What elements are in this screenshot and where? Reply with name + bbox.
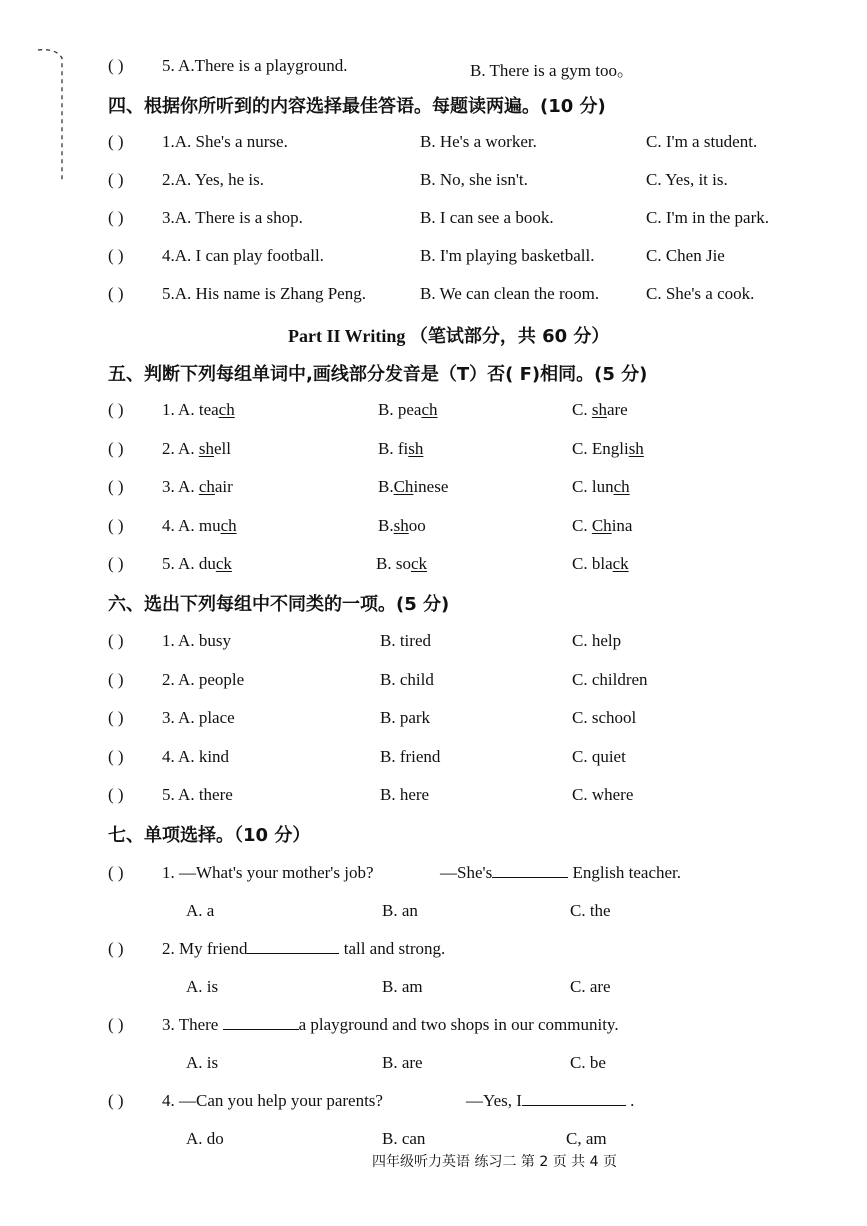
option-prefix: 2. A.	[162, 438, 199, 458]
question-4-mid: —Yes, I	[466, 1091, 522, 1110]
word-end: ell	[213, 438, 231, 458]
underlined-letters: sh	[628, 438, 644, 458]
option-prefix: 5. A.	[162, 554, 199, 573]
question-2-options	[0, 973, 867, 1003]
page-footer: 四年级听力英语 练习二 第 2 页 共 4 页	[372, 1154, 617, 1170]
word-end: oo	[408, 515, 426, 535]
question-2-stem: 2. My friend	[162, 939, 248, 958]
question-2-blank[interactable]	[247, 939, 339, 954]
question-2-text	[162, 939, 445, 959]
option-c	[572, 477, 630, 497]
option-a	[162, 439, 231, 459]
listening-item	[0, 204, 867, 234]
underlined-letters: sh	[198, 438, 214, 458]
listening-item-5	[0, 52, 867, 82]
word-start: lun	[591, 477, 614, 496]
option-c: C. I'm a student.	[646, 132, 758, 151]
option-b: B. No, she isn't.	[420, 170, 528, 189]
option-b: B. can	[382, 1129, 426, 1148]
word-start: Engli	[591, 438, 629, 458]
underlined-letters: Ch	[393, 477, 414, 496]
option-b: B. are	[382, 1053, 423, 1072]
classification-item	[0, 781, 867, 811]
option-b	[378, 516, 426, 536]
option-c: C. quiet	[572, 746, 626, 766]
option-a	[162, 400, 235, 420]
answer-bracket[interactable]: ( )	[108, 208, 124, 227]
option-a: 3. A. place	[162, 708, 235, 727]
option-c	[572, 554, 629, 574]
option-c	[572, 516, 632, 536]
answer-bracket[interactable]: ( )	[108, 477, 124, 496]
question-4	[0, 1087, 867, 1117]
phonics-item	[0, 512, 867, 542]
answer-bracket[interactable]: ( )	[108, 400, 124, 419]
section-6-title: 六、选出下列每组中不同类的一项。(5 分)	[108, 594, 450, 615]
underlined-letters: Ch	[591, 515, 612, 535]
option-c: C. Chen Jie	[646, 246, 725, 265]
answer-bracket[interactable]: ( )	[108, 1015, 124, 1034]
question-1-response	[440, 863, 681, 883]
phonics-item	[0, 550, 867, 580]
option-prefix: C.	[572, 477, 592, 496]
option-b	[378, 439, 423, 459]
option-a	[162, 554, 232, 574]
option-b: B. park	[380, 708, 431, 727]
part-2-heading	[288, 322, 609, 348]
option-c: C. children	[572, 669, 648, 689]
answer-bracket[interactable]: ( )	[108, 515, 124, 535]
question-4-stem: 4. —Can you help your parents?	[162, 1091, 383, 1110]
phonics-item	[0, 396, 867, 426]
phonics-item	[0, 473, 867, 503]
word-start: bla	[591, 554, 613, 573]
answer-bracket[interactable]: ( )	[108, 284, 124, 303]
option-b: B. He's a worker.	[420, 132, 537, 151]
option-b: B. I can see a book.	[420, 208, 554, 227]
answer-bracket[interactable]: ( )	[108, 669, 124, 689]
option-b: B. There is a gym too。	[470, 61, 634, 80]
option-prefix: 3. A.	[162, 477, 199, 496]
word-end: ina	[611, 515, 633, 535]
option-a: 4. A. kind	[162, 746, 230, 766]
answer-bracket[interactable]: ( )	[108, 132, 124, 151]
phonics-item	[0, 435, 867, 465]
option-a: 5. A.There is a playground.	[162, 56, 348, 75]
answer-bracket[interactable]: ( )	[108, 708, 124, 727]
option-c: C. where	[572, 785, 634, 804]
option-a: A. do	[186, 1129, 224, 1148]
part-2-english: Part II Writing	[288, 326, 406, 346]
option-b: B. tired	[380, 631, 431, 650]
option-a: A. is	[186, 1053, 219, 1072]
option-a: 5. A. there	[162, 785, 233, 804]
option-prefix: B.	[378, 477, 394, 496]
option-prefix: C.	[572, 400, 592, 419]
option-prefix: B.	[378, 438, 398, 458]
option-c: C. are	[570, 977, 611, 996]
option-b: B. am	[382, 977, 423, 996]
underlined-letters: sh	[393, 515, 409, 535]
option-c: C. I'm in the park.	[646, 208, 769, 227]
underlined-letters: ch	[220, 515, 237, 535]
option-a: 2.A. Yes, he is.	[162, 170, 265, 189]
option-c: C. school	[572, 708, 637, 727]
part-2-chinese: （笔试部分，共 60 分）	[409, 326, 610, 347]
option-b: B. an	[382, 901, 418, 920]
option-c	[572, 400, 628, 420]
question-2	[0, 935, 867, 965]
option-a: 2. A. people	[162, 669, 245, 689]
question-1-mid: —She's	[440, 863, 493, 882]
section-7-title: 七、单项选择。（10 分）	[108, 825, 311, 846]
option-c	[572, 439, 644, 459]
option-a: 4.A. I can play football.	[162, 246, 324, 265]
option-a: A. a	[186, 901, 215, 920]
question-1-blank[interactable]	[492, 863, 568, 878]
word-start: fi	[397, 438, 409, 458]
question-3-end: a playground and two shops in our community.	[298, 1015, 619, 1034]
question-3	[0, 1011, 867, 1041]
listening-item	[0, 280, 867, 310]
option-b	[376, 554, 427, 574]
answer-bracket[interactable]: ( )	[108, 863, 124, 882]
underlined-letters: sh	[408, 438, 424, 458]
answer-bracket[interactable]: ( )	[108, 939, 124, 958]
section-4-title: 四、根据你所听到的内容选择最佳答语。每题读两遍。(10 分)	[108, 96, 606, 117]
question-3-options	[0, 1049, 867, 1079]
option-b: B. child	[380, 669, 434, 689]
option-prefix: 1. A.	[162, 400, 199, 419]
listening-item	[0, 128, 867, 158]
option-a: 3.A. There is a shop.	[162, 208, 303, 227]
question-2-end: tall and strong.	[343, 939, 446, 958]
underlined-letters: ch	[218, 400, 235, 419]
option-a: 1.A. She's a nurse.	[162, 132, 288, 151]
listening-item	[0, 242, 867, 272]
question-4-response	[466, 1091, 634, 1111]
word-start: pea	[397, 400, 422, 419]
answer-bracket[interactable]: ( )	[108, 56, 124, 75]
underlined-letters: ch	[613, 477, 630, 496]
question-4-blank[interactable]	[522, 1091, 626, 1106]
word-end: inese	[413, 477, 449, 496]
word-start: so	[395, 554, 411, 573]
word-start: mu	[198, 515, 221, 535]
answer-bracket[interactable]: ( )	[108, 554, 124, 573]
option-prefix: B.	[376, 554, 396, 573]
option-c: C. the	[570, 901, 611, 920]
classification-item	[0, 666, 867, 696]
option-b	[378, 400, 437, 420]
classification-item	[0, 627, 867, 657]
underlined-letters: ck	[410, 554, 428, 573]
option-c: C. help	[572, 631, 622, 650]
option-prefix: C.	[572, 554, 592, 573]
underlined-letters: ch	[421, 400, 438, 419]
option-b: B. here	[380, 785, 430, 804]
underlined-letters: sh	[591, 400, 607, 419]
option-b	[378, 477, 448, 497]
option-a: 1. A. busy	[162, 631, 231, 650]
answer-bracket[interactable]: ( )	[108, 170, 124, 189]
option-a	[162, 477, 233, 497]
answer-bracket[interactable]: ( )	[108, 746, 124, 766]
option-b: B. We can clean the room.	[420, 284, 600, 303]
classification-item	[0, 704, 867, 734]
classification-item	[0, 743, 867, 773]
option-prefix: C.	[572, 515, 592, 535]
option-a	[162, 516, 237, 536]
word-start: du	[198, 554, 216, 573]
underlined-letters: ck	[215, 554, 232, 573]
underlined-letters: ck	[612, 554, 629, 573]
listening-item	[0, 166, 867, 196]
option-a: A. is	[186, 977, 219, 996]
question-3-text	[162, 1015, 619, 1035]
option-c: C, am	[566, 1129, 607, 1148]
option-c: C. Yes, it is.	[646, 170, 728, 189]
option-a: 5.A. His name is Zhang Peng.	[162, 284, 366, 303]
section-5-title: 五、判断下列每组单词中,画线部分发音是（T）否( F)相同。(5 分)	[108, 364, 648, 385]
option-b: B. I'm playing basketball.	[420, 246, 595, 265]
option-b: B. friend	[380, 746, 441, 766]
option-c: C. She's a cook.	[646, 284, 755, 303]
answer-bracket[interactable]: ( )	[108, 785, 124, 804]
underlined-letters: ch	[198, 477, 215, 496]
answer-bracket[interactable]: ( )	[108, 631, 124, 650]
option-c: C. be	[570, 1053, 606, 1072]
question-4-end: .	[630, 1091, 635, 1110]
word-end: air	[214, 477, 233, 496]
answer-bracket[interactable]: ( )	[108, 438, 124, 458]
question-1-end: English teacher.	[572, 863, 682, 882]
option-prefix: B.	[378, 515, 394, 535]
word-start: tea	[198, 400, 219, 419]
question-1	[0, 859, 867, 889]
question-1-stem: 1. —What's your mother's job?	[162, 863, 374, 882]
option-prefix: C.	[572, 438, 592, 458]
option-prefix: 4. A.	[162, 515, 199, 535]
question-3-blank[interactable]	[223, 1015, 299, 1030]
answer-bracket[interactable]: ( )	[108, 246, 124, 265]
answer-bracket[interactable]: ( )	[108, 1091, 124, 1110]
option-prefix: B.	[378, 400, 398, 419]
word-end: are	[606, 400, 628, 419]
question-1-options	[0, 897, 867, 927]
question-3-stem: 3. There	[162, 1015, 219, 1034]
